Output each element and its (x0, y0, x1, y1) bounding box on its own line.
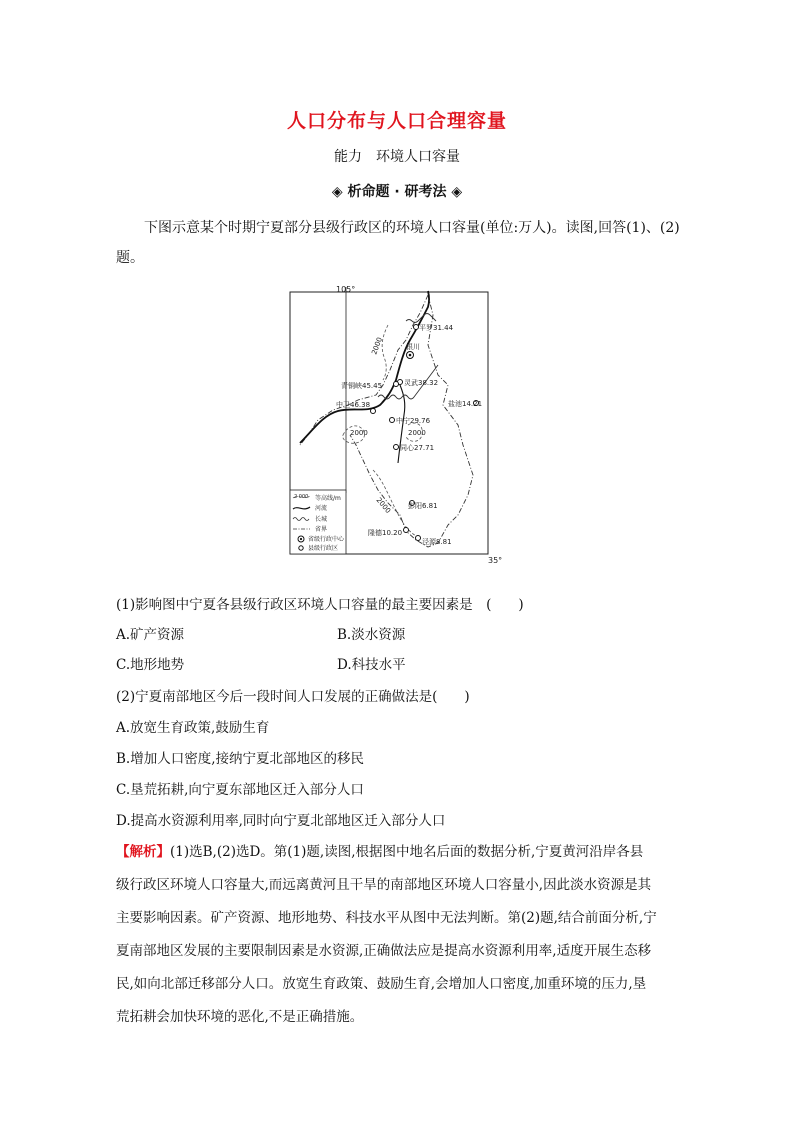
q1-stem: (1)影响图中宁夏各县级行政区环境人口容量的最主要因素是 ( ) (116, 597, 524, 613)
analysis-line-1: 【解析】(1)选B,(2)选D。第(1)题,读图,根据图中地名后面的数据分析,宁夏黄河沿岸各县 (116, 844, 644, 860)
city-longde (368, 528, 409, 538)
analysis-line-5: 民,如向北部迁移部分人口。放宽生育政策、鼓励生育,会增加人口密度,加重环境的压力,垦 (116, 976, 647, 992)
contour-label: 2000 (408, 429, 426, 437)
svg-text:泾源8.81: 泾源8.81 (422, 538, 452, 546)
analysis-line-2: 级行政区环境人口容量大,而远离黄河且干旱的南部地区环境人口容量小,因此淡水资源是其 (116, 877, 652, 893)
analysis-line-6: 荒拓耕会加快环境的恶化,不是正确措施。 (116, 1009, 364, 1025)
contour-line (382, 325, 388, 380)
lat-label: 35° (488, 556, 503, 565)
q1-option-a[interactable]: A.矿产资源 (116, 627, 185, 643)
subtitle: 能力 环境人口容量 (334, 149, 460, 165)
map-legend (290, 490, 346, 554)
analysis-line-3: 主要影响因素。矿产资源、地形地势、科技水平从图中无法判断。第(2)题,结合前面分析,宁 (116, 910, 657, 926)
contour-label: 2000 (370, 336, 384, 356)
q2-option-c[interactable]: C.垦荒拓耕,向宁夏东部地区迁入部分人口 (116, 782, 364, 798)
section-heading: ◈ 析命题 · 研考法 ◈ (331, 184, 463, 200)
q2-option-a[interactable]: A.放宽生育政策,鼓励生育 (116, 720, 270, 736)
q1-option-b[interactable]: B.淡水资源 (337, 627, 406, 643)
svg-text:中宁29.76: 中宁29.76 (396, 417, 431, 425)
q1-option-c[interactable]: C.地形地势 (116, 657, 185, 673)
city-qingtongxia (341, 381, 399, 390)
contour-label: 2000 (350, 429, 368, 437)
city-pengyang (408, 501, 438, 511)
svg-text:平罗31.44: 平罗31.44 (419, 324, 454, 332)
intro-paragraph: 下图示意某个时期宁夏部分县级行政区的环境人口容量(单位:万人)。读图,回答(1)、(2)题。 (116, 220, 680, 266)
q2-option-d[interactable]: D.提高水资源利用率,同时向宁夏北部地区迁入部分人口 (116, 813, 446, 829)
analysis-line-4: 夏南部地区发展的主要限制因素是水资源,正确做法应是提高水资源利用率,适度开展生态移 (116, 943, 652, 959)
city-tongxin (394, 443, 435, 452)
svg-text:盐池14.21: 盐池14.21 (448, 400, 483, 408)
city-jingyuan (416, 536, 452, 547)
svg-text:灵武38.32: 灵武38.32 (404, 379, 439, 387)
svg-text:省界: 省界 (315, 526, 328, 533)
city-lingwu (398, 378, 439, 387)
q1-option-d[interactable]: D.科技水平 (337, 657, 406, 673)
svg-text:县级行政区: 县级行政区 (308, 545, 339, 552)
svg-text:青铜峡45.45: 青铜峡45.45 (341, 382, 383, 390)
contour-label: 2000 (374, 496, 393, 515)
city-yanchi (448, 399, 482, 408)
svg-text:隆德10.20: 隆德10.20 (368, 529, 403, 537)
svg-text:等高线/m: 等高线/m (315, 495, 341, 502)
svg-text:同心27.71: 同心27.71 (400, 444, 435, 452)
city-zhongning (390, 416, 431, 425)
city-yinchuan (406, 342, 420, 359)
lon-label: 105° (336, 285, 356, 294)
page-title: 人口分布与人口合理容量 (286, 110, 507, 132)
svg-text:银川: 银川 (406, 343, 420, 351)
q2-stem: (2)宁夏南部地区今后一段时间人口发展的正确做法是( ) (116, 689, 470, 705)
svg-text:省级行政中心: 省级行政中心 (308, 536, 345, 543)
q2-option-b[interactable]: B.增加人口密度,接纳宁夏北部地区的移民 (116, 751, 365, 767)
svg-text:2 000: 2 000 (294, 494, 309, 500)
svg-text:河流: 河流 (315, 505, 328, 512)
svg-text:彭阳6.81: 彭阳6.81 (408, 502, 438, 510)
ningxia-map-figure (288, 285, 503, 570)
analysis-tag: 【解析】 (116, 844, 170, 860)
svg-text:中卫46.38: 中卫46.38 (336, 401, 371, 409)
city-pingluo (414, 323, 454, 332)
svg-text:长城: 长城 (315, 516, 328, 523)
city-zhongwei (336, 400, 376, 414)
